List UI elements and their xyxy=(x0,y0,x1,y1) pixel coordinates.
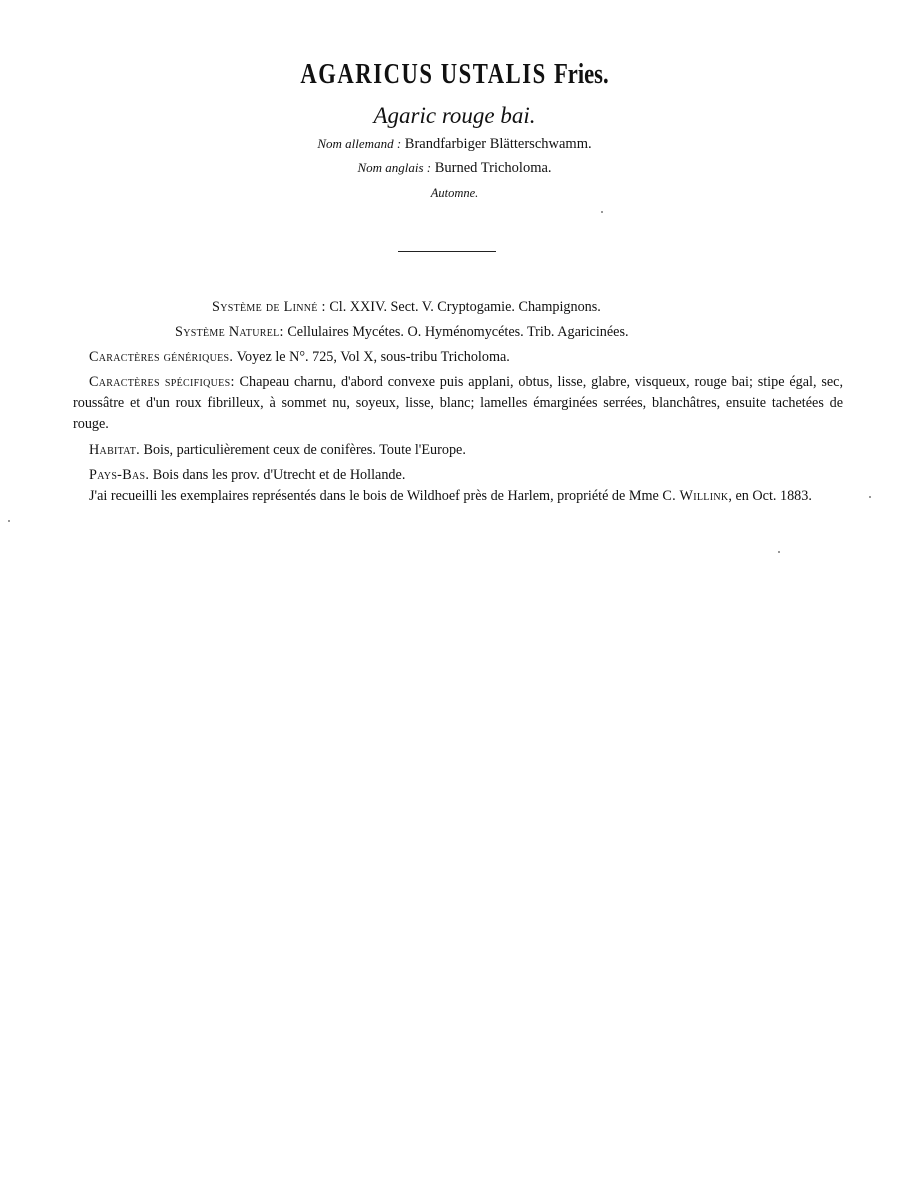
season: Automne. xyxy=(430,186,479,200)
specific-characters-text: Chapeau charnu, d'abord convexe puis applani, obtus, lisse, glabre, visqueux, rouge bai; stipe égal, sec, roussâtre et d'un roux fibrilleux, à sommet nu, soyeux, lisse, blanc; lamelles émarginées serrées, blanchâtres, ensuite tachetées de rouge. xyxy=(73,374,843,432)
linne-system-text: Cl. XXIV. Sect. V. Cryptogamie. Champignons. xyxy=(329,299,601,315)
habitat-line xyxy=(89,440,466,461)
english-name-label: Nom anglais : xyxy=(357,160,432,175)
paper-speck xyxy=(778,551,780,553)
generic-characters-line xyxy=(89,347,510,368)
french-common-name: Agaric rouge bai. xyxy=(373,103,536,128)
natural-system-line xyxy=(175,322,629,343)
netherlands-label: Pays-Bas. xyxy=(89,467,150,483)
generic-characters-text: Voyez le N°. 725, Vol X, sous-tribu Tricholoma. xyxy=(236,349,510,365)
collection-date: , en Oct. 1883. xyxy=(728,488,812,504)
collection-paragraph xyxy=(73,486,843,507)
english-name-line xyxy=(0,160,909,177)
german-name-label: Nom allemand : xyxy=(317,136,402,151)
collector-name: C. Willink xyxy=(662,488,729,504)
paper-speck xyxy=(8,520,10,522)
habitat-label: Habitat. xyxy=(89,442,140,458)
natural-system-label: Système Naturel: xyxy=(175,324,284,340)
specific-characters-paragraph xyxy=(73,372,843,435)
german-name: Brandfarbiger Blätterschwamm. xyxy=(404,136,592,152)
german-name-line xyxy=(0,136,909,153)
specific-characters-label: Caractères spécifiques: xyxy=(89,374,235,390)
page-title xyxy=(100,58,809,91)
english-name: Burned Tricholoma. xyxy=(434,160,552,176)
collection-text: J'ai recueilli les exemplaires représentés dans le bois de Wildhoef près de Harlem, propriété de Mme xyxy=(89,488,659,504)
species-name: AGARICUS USTALIS xyxy=(300,58,547,90)
netherlands-text: Bois dans les prov. d'Utrecht et de Hollande. xyxy=(152,467,406,483)
species-author: Fries. xyxy=(553,58,609,90)
generic-characters-label: Caractères génériques. xyxy=(89,349,234,365)
paper-speck xyxy=(869,496,871,498)
habitat-text: Bois, particulièrement ceux de conifères. Toute l'Europe. xyxy=(143,442,466,458)
paper-speck xyxy=(601,211,603,213)
divider-rule xyxy=(398,251,496,252)
netherlands-line xyxy=(89,465,405,486)
linne-system-line xyxy=(212,297,601,318)
linne-system-label: Système de Linné : xyxy=(212,299,326,315)
natural-system-text: Cellulaires Mycétes. O. Hyménomycétes. Trib. Agaricinées. xyxy=(287,324,629,340)
